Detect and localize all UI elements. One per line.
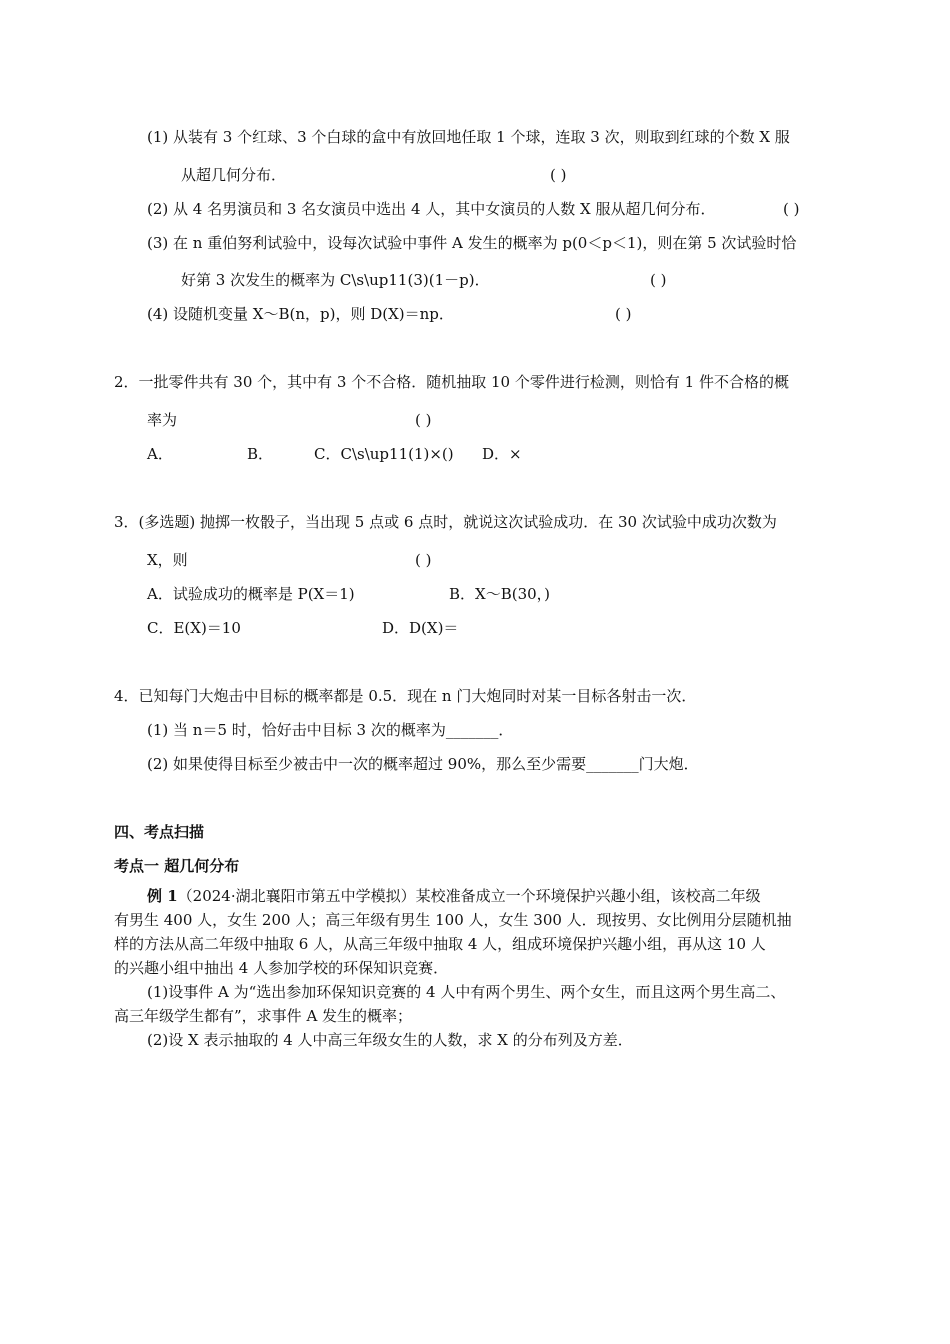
q3-stem-line1 <box>114 512 777 532</box>
example-part2-line: (2)设 X 表示抽取的 4 人中高三年级女生的人数，求 X 的分布列及方差． <box>147 1031 633 1049</box>
q2-option-c: C．C\s\up11(1)×() <box>314 445 454 463</box>
q3-number: 3． <box>114 513 139 531</box>
q3-multi-choice-tag: (多选题) <box>138 513 196 531</box>
example-line4: 的兴趣小组中抽出 4 人参加学校的环保知识竞赛． <box>114 959 449 977</box>
q1-item1-answer-paren: ( ) <box>550 166 567 184</box>
example-part1-line1: (1)设事件 A 为“选出参加环保知识竞赛的 4 人中有两个男生、两个女生，而且这两个男生高二、 <box>147 983 786 1001</box>
q4-subquestion-2: (2) 如果使得目标至少被击中一次的概率超过 90%，那么至少需要_______门大炮． <box>147 755 699 773</box>
example-source: （2024·湖北襄阳市第五中学模拟） <box>177 887 416 905</box>
section-heading: 四、考点扫描 <box>114 823 205 841</box>
q1-item3-line2: 好第 3 次发生的概率为 C\s\up11(3)(1－p)． <box>181 271 490 289</box>
q4-stem-line: 4．已知每门大炮击中目标的概率都是 0.5．现在 n 门大炮同时对某一目标各射击一次． <box>114 687 697 705</box>
example-label: 例 1 <box>147 887 178 905</box>
q2-option-a: A． <box>147 445 173 463</box>
example-line1-text: 某校准备成立一个环境保护兴趣小组，该校高二年级 <box>415 887 761 905</box>
example-line2: 有男生 400 人，女生 200 人；高三年级有男生 100 人，女生 300 人．现按男、女比例用分层随机抽 <box>114 911 792 929</box>
q1-item1-line1: (1) 从装有 3 个红球、3 个白球的盒中有放回地任取 1 个球，连取 3 次，则取到红球的个数 X 服 <box>147 128 790 146</box>
q3-option-c: C．E(X)＝10 <box>147 619 241 637</box>
q1-item2-line: (2) 从 4 名男演员和 3 名女演员中选出 4 人，其中女演员的人数 X 服从超几何分布． <box>147 200 716 218</box>
q1-item4-answer-paren: ( ) <box>615 305 632 323</box>
q4-subquestion-1: (1) 当 n＝5 时，恰好击中目标 3 次的概率为_______． <box>147 721 514 739</box>
q3-answer-paren: ( ) <box>415 551 432 569</box>
q1-item4-line: (4) 设随机变量 X～B(n，p)，则 D(X)＝np． <box>147 305 454 323</box>
q1-item3-answer-paren: ( ) <box>650 271 667 289</box>
q3-stem-text: 抛掷一枚骰子，当出现 5 点或 6 点时，就说这次试验成功．在 30 次试验中成功次数为 <box>195 513 777 531</box>
q2-option-b: B． <box>247 445 274 463</box>
q3-option-a: A．试验成功的概率是 P(X＝1) <box>147 585 355 603</box>
q3-option-d: D．D(X)＝ <box>382 619 459 637</box>
q1-item3-line1: (3) 在 n 重伯努利试验中，设每次试验中事件 A 发生的概率为 p(0＜p＜1)，则在第 5 次试验时恰 <box>147 234 797 252</box>
example-part1-line2: 高三年级学生都有”，求事件 A 发生的概率； <box>114 1007 413 1025</box>
q3-stem-line2: X，则 <box>147 551 188 569</box>
example-line3: 样的方法从高二年级中抽取 6 人，从高三年级中抽取 4 人，组成环境保护兴趣小组，再从这 10 人 <box>114 935 766 953</box>
example-line1 <box>147 886 761 906</box>
q1-item2-answer-paren: ( ) <box>783 200 800 218</box>
q2-answer-paren: ( ) <box>415 411 432 429</box>
q1-item1-line2: 从超几何分布． <box>181 166 287 184</box>
q2-option-d: D．× <box>482 445 522 463</box>
q2-stem-line1: 2．一批零件共有 30 个，其中有 3 个不合格．随机抽取 10 个零件进行检测，则恰有 1 件不合格的概 <box>114 373 789 391</box>
section-subheading: 考点一 超几何分布 <box>114 857 240 875</box>
q2-stem-line2: 率为 <box>147 411 178 429</box>
q3-option-b: B．X～B(30，) <box>449 585 551 603</box>
